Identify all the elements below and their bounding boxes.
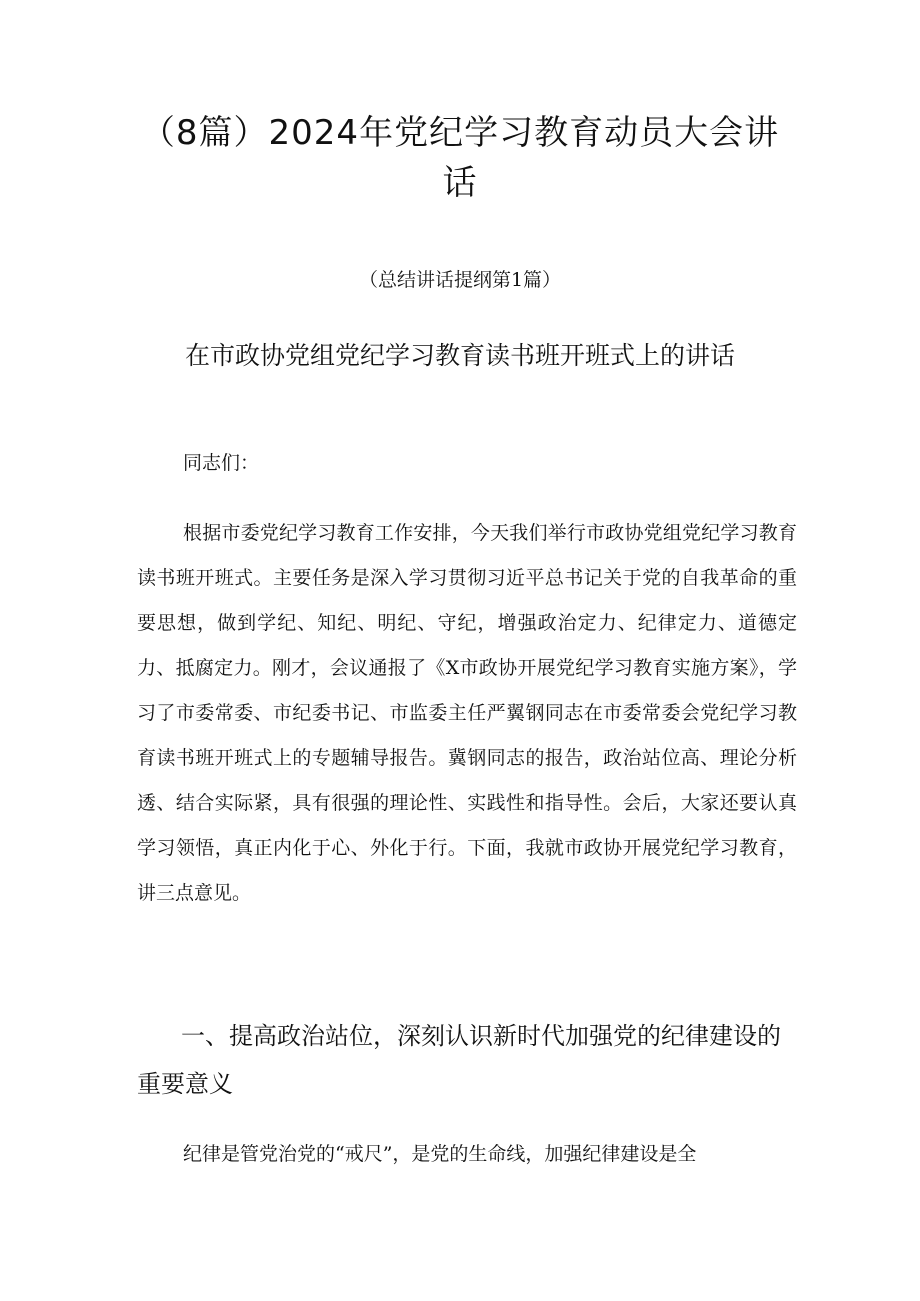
speech-title: 在市政协党组党纪学习教育读书班开班式上的讲话 — [184, 341, 735, 370]
greeting: 同志们： — [183, 452, 260, 474]
document-subtitle: （总结讲话提纲第1篇） — [358, 269, 562, 291]
body-paragraph-2: 纪律是管党治党的“戒尺”，是党的生命线，加强纪律建设是全 — [183, 1143, 697, 1165]
body-paragraph-1: 根据市委党纪学习教育工作安排，今天我们举行市政协党组党纪学习教育读书班开班式。主要任务是深入学习贯彻习近平总书记关于党的自我革命的重要思想，做到学纪、知纪、明纪、守纪，增强政治定力、纪律定力、道德定力、抵腐定力。刚才，会议通报了《X市政协开展党纪学习教育实施方案》，学习了市委常委、市纪委书记、市监委主任严翼钢同志在市委常委会党纪学习教育读书班开班式上的专题辅导报告。冀钢同志的报告，政治站位高、理论分析透、结合实际紧，具有很强的理论性、实践性和指导性。会后，大家还要认真学习领悟，真正内化于心、外化于行。下面，我就市政协开展党纪学习教育，讲三点意见。 — [137, 522, 797, 904]
section-1-heading: 一、提高政治站位，深刻认识新时代加强党的纪律建设的重要意义 — [137, 1022, 781, 1098]
document-title: （8篇）2024年党纪学习教育动员大会讲话 — [140, 113, 780, 203]
